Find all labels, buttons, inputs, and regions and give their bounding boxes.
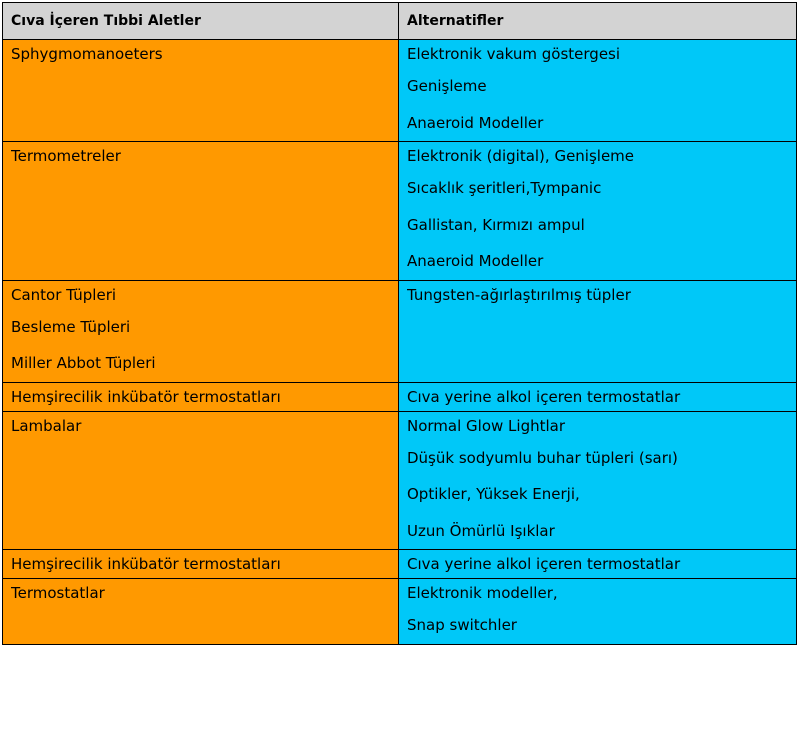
table-body: [3, 40, 797, 645]
device-cell: [3, 142, 399, 281]
header-device: Cıva İçeren Tıbbi Aletler: [3, 3, 399, 40]
alternative-item: Uzun Ömürlü Işıklar: [407, 521, 555, 540]
alternatives-cell: [399, 280, 797, 382]
alternatives-cell: [399, 40, 797, 142]
alternative-item: Anaeroid Modeller: [407, 252, 544, 270]
alternatives-cell: [399, 382, 797, 411]
alternative-item: Cıva yerine alkol içeren termostatlar: [407, 555, 681, 573]
alternative-item: Normal Glow Lightlar: [407, 416, 566, 435]
alternative-item: Elektronik modeller,: [407, 584, 558, 602]
device-item: Hemşirecilik inkübatör termostatları: [11, 387, 281, 406]
device-cell: [3, 382, 399, 411]
table-row: [3, 142, 797, 281]
alternatives-cell: [399, 579, 797, 645]
device-item: Termostatlar: [11, 584, 105, 602]
alternative-item: Sıcaklık şeritleri,Tympanic: [407, 179, 602, 197]
alternative-item: Genişleme: [407, 77, 487, 95]
device-item: Hemşirecilik inkübatör termostatları: [11, 555, 281, 573]
alternative-item: Elektronik vakum göstergesi: [407, 45, 621, 63]
device-cell: [3, 40, 399, 142]
device-item: Sphygmomanoeters: [11, 45, 163, 63]
device-cell: [3, 550, 399, 579]
device-cell: [3, 579, 399, 645]
alternative-item: Cıva yerine alkol içeren termostatlar: [407, 387, 681, 406]
table-row: [3, 382, 797, 411]
table-row: [3, 411, 797, 550]
mercury-devices-table: [2, 2, 797, 645]
alternative-item: Optikler, Yüksek Enerji,: [407, 485, 580, 503]
device-item: Besleme Tüpleri: [11, 317, 131, 336]
table-row: [3, 579, 797, 645]
alternative-item: Snap switchler: [407, 616, 517, 634]
device-item: Lambalar: [11, 416, 82, 435]
table-header-row: [3, 3, 797, 40]
device-item: Termometreler: [11, 147, 121, 165]
alternative-item: Gallistan, Kırmızı ampul: [407, 215, 585, 234]
device-cell: [3, 280, 399, 382]
alternative-item: Tungsten-ağırlaştırılmış tüpler: [407, 285, 631, 304]
document-page: [2, 2, 796, 725]
alternatives-cell: [399, 142, 797, 281]
alternative-item: Düşük sodyumlu buhar tüpleri (sarı): [407, 448, 678, 467]
table-row: [3, 280, 797, 382]
table-row: [3, 40, 797, 142]
device-item: Miller Abbot Tüpleri: [11, 354, 156, 372]
header-alternatives: Alternatifler: [399, 3, 797, 40]
table-row: [3, 550, 797, 579]
alternatives-cell: [399, 550, 797, 579]
alternative-item: Elektronik (digital), Genişleme: [407, 147, 635, 165]
device-cell: [3, 411, 399, 550]
alternatives-cell: [399, 411, 797, 550]
device-item: Cantor Tüpleri: [11, 285, 117, 304]
alternative-item: Anaeroid Modeller: [407, 113, 544, 132]
